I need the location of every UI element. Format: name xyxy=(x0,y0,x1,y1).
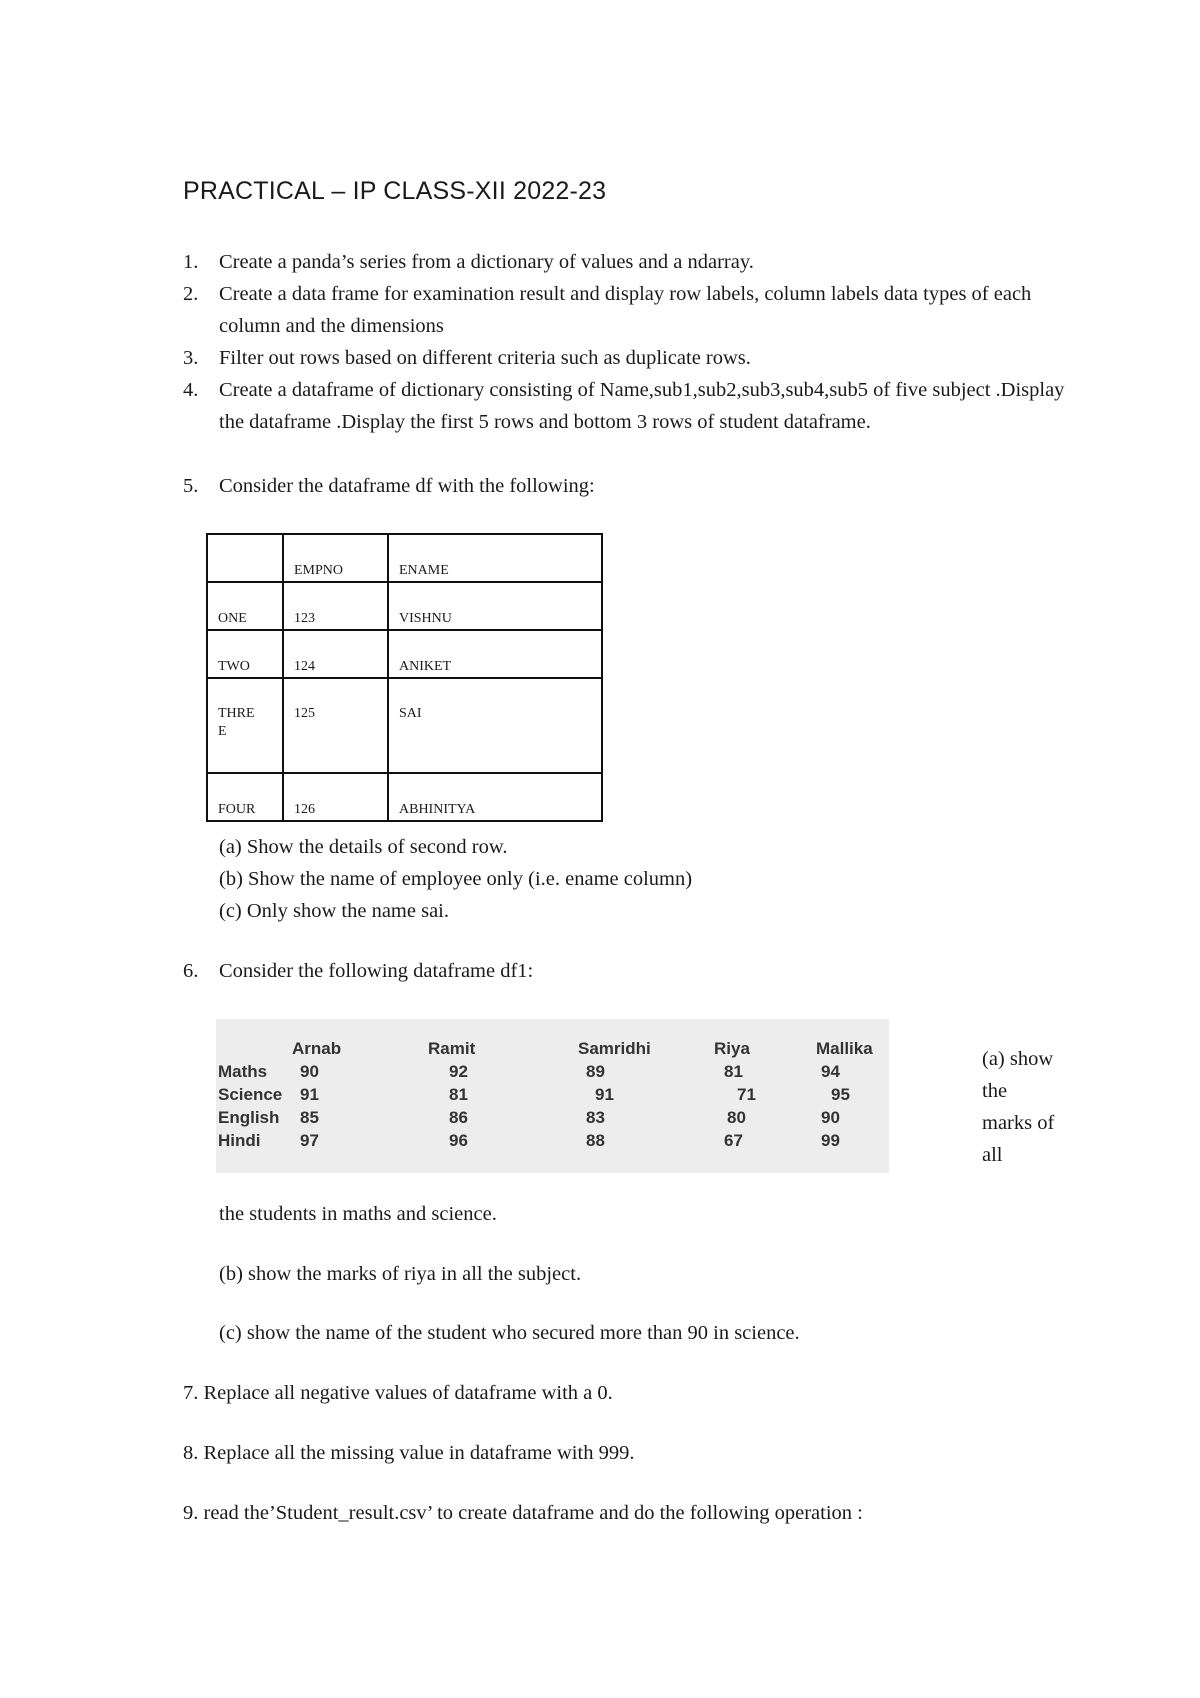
marks-cell: 97 xyxy=(300,1131,319,1150)
marks-cell: 91 xyxy=(300,1085,319,1104)
question-number: 4. xyxy=(183,379,199,401)
table-cell: TWO xyxy=(207,630,283,678)
question-text: Filter out rows based on different criteria such as duplicate rows. xyxy=(219,347,751,369)
marks-cell: 89 xyxy=(586,1062,605,1081)
table-row xyxy=(207,773,602,821)
page-title: PRACTICAL – IP CLASS-XII 2022-23 xyxy=(183,177,607,205)
table-header-cell xyxy=(207,534,283,582)
question-8: 8. Replace all the missing value in dataframe with 999. xyxy=(183,1442,635,1464)
marks-cell: 96 xyxy=(449,1131,468,1150)
table-row xyxy=(207,678,602,773)
marks-cell: 92 xyxy=(449,1062,468,1081)
marks-row-label: Science xyxy=(218,1085,283,1104)
employee-table xyxy=(206,533,603,822)
q6-part-b: (b) show the marks of riya in all the subject. xyxy=(219,1263,582,1285)
marks-cell: 81 xyxy=(449,1085,468,1104)
marks-row-label: Maths xyxy=(218,1062,268,1081)
marks-cell: 99 xyxy=(821,1131,840,1150)
q6-side-note: (a) show the marks of all xyxy=(982,1048,1055,1166)
q5-part-b: (b) Show the name of employee only (i.e. ename column) xyxy=(219,868,693,890)
question-text: Create a panda’s series from a dictionary of values and a ndarray. xyxy=(219,251,754,273)
table-row xyxy=(207,630,602,678)
table-cell: 125 xyxy=(283,678,388,773)
table-cell: ANIKET xyxy=(388,630,602,678)
question-number: 5. xyxy=(183,475,199,497)
marks-row-label: English xyxy=(218,1108,280,1127)
marks-cell: 90 xyxy=(821,1108,840,1127)
marks-cell: 91 xyxy=(595,1085,614,1104)
question-number: 2. xyxy=(183,283,199,305)
marks-cell: 85 xyxy=(300,1108,319,1127)
marks-column-header: Samridhi xyxy=(578,1039,651,1058)
table-cell: 124 xyxy=(283,630,388,678)
table-cell: 123 xyxy=(283,582,388,630)
question-text: Consider the dataframe df with the following: xyxy=(219,475,595,497)
marks-cell: 67 xyxy=(724,1131,743,1150)
table-header-row xyxy=(207,534,602,582)
table-cell: VISHNU xyxy=(388,582,602,630)
marks-cell: 95 xyxy=(831,1085,850,1104)
table-cell: 126 xyxy=(283,773,388,821)
marks-row-label: Hindi xyxy=(218,1131,261,1150)
marks-cell: 86 xyxy=(449,1108,468,1127)
question-number: 3. xyxy=(183,347,199,369)
marks-column-header: Mallika xyxy=(816,1039,873,1058)
q5-part-a: (a) Show the details of second row. xyxy=(219,836,508,858)
table-cell: THRE E xyxy=(207,678,283,773)
question-text: Consider the following dataframe df1: xyxy=(219,960,534,982)
marks-column-header: Riya xyxy=(714,1039,750,1058)
q6-part-c: (c) show the name of the student who secured more than 90 in science. xyxy=(219,1322,800,1344)
table-cell: ABHINITYA xyxy=(388,773,602,821)
marks-cell: 81 xyxy=(724,1062,743,1081)
marks-cell: 90 xyxy=(300,1062,319,1081)
question-9: 9. read the’Student_result.csv’ to create dataframe and do the following operation : xyxy=(183,1502,863,1524)
marks-cell: 94 xyxy=(821,1062,840,1081)
table-cell: ONE xyxy=(207,582,283,630)
question-number: 6. xyxy=(183,960,199,982)
marks-cell: 71 xyxy=(737,1085,756,1104)
q6-part-a-continued: the students in maths and science. xyxy=(219,1203,497,1225)
marks-column-header: Arnab xyxy=(292,1039,342,1058)
marks-column-header: Ramit xyxy=(428,1039,476,1058)
table-cell: SAI xyxy=(388,678,602,773)
question-text: Create a data frame for examination result and display row labels, column labels data types of each column and the dimensions xyxy=(219,283,1032,337)
question-7: 7. Replace all negative values of dataframe with a 0. xyxy=(183,1382,613,1404)
table-cell: FOUR xyxy=(207,773,283,821)
marks-table xyxy=(216,1019,889,1173)
question-text: Create a dataframe of dictionary consisting of Name,sub1,sub2,sub3,sub4,sub5 of five subject .Display the dataframe .Display the first 5 rows and bottom 3 rows of student dataframe. xyxy=(219,379,1065,433)
question-number: 1. xyxy=(183,251,199,273)
q5-part-c: (c) Only show the name sai. xyxy=(219,900,449,922)
table-header-cell: ENAME xyxy=(388,534,602,582)
marks-cell: 88 xyxy=(586,1131,605,1150)
table-row xyxy=(207,582,602,630)
table-header-cell: EMPNO xyxy=(283,534,388,582)
marks-cell: 83 xyxy=(586,1108,605,1127)
marks-cell: 80 xyxy=(727,1108,746,1127)
